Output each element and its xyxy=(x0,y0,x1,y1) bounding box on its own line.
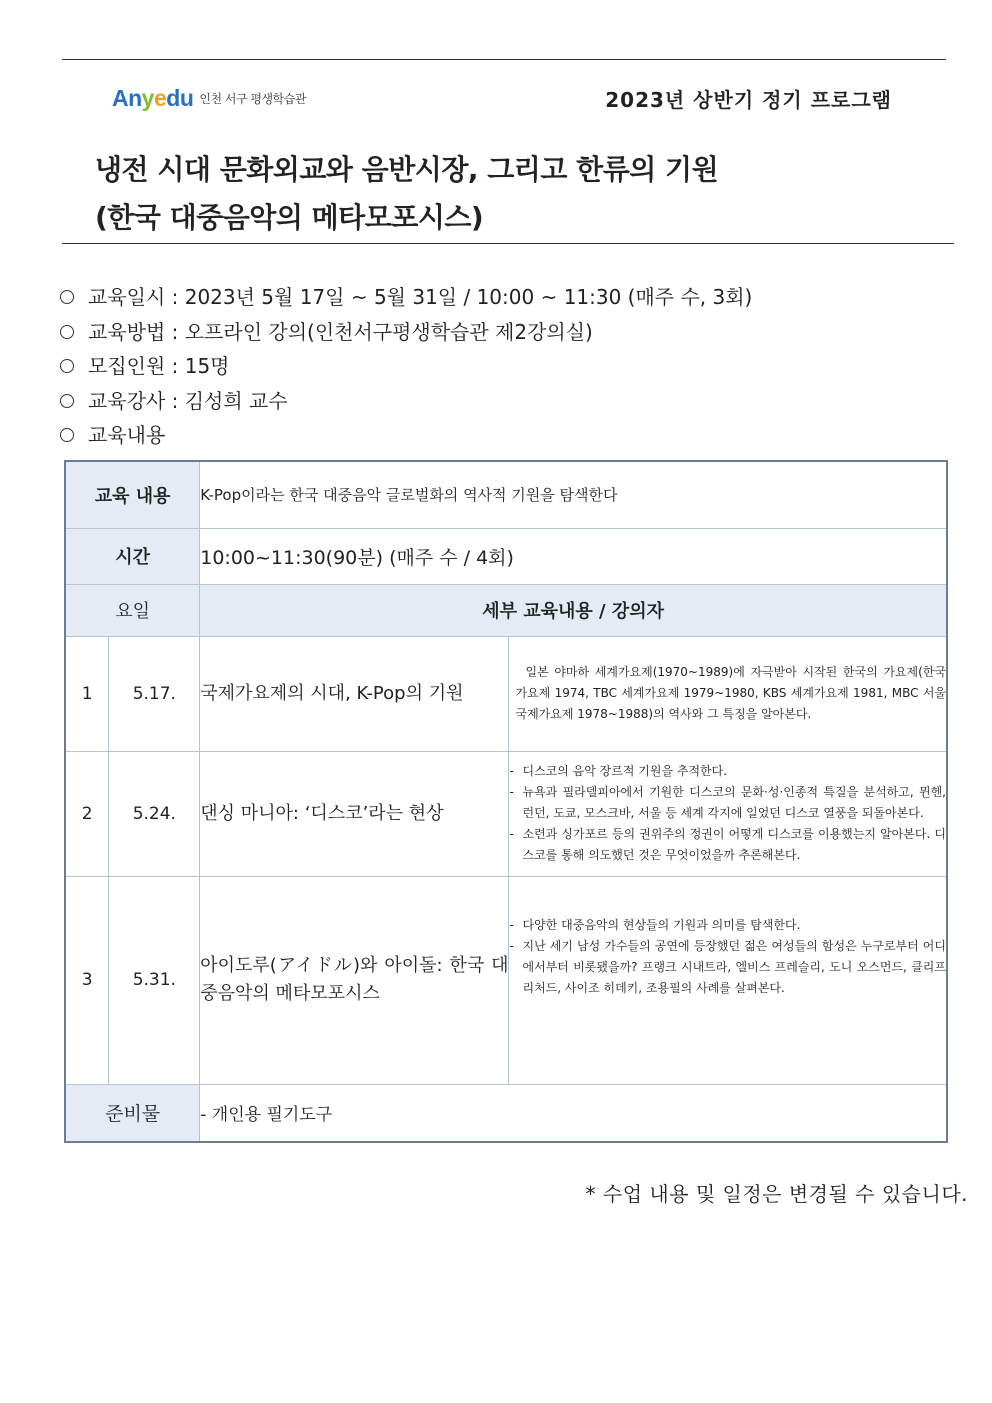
table-row xyxy=(65,584,947,636)
content-value: K-Pop이라는 한국 대중음악 글로벌화의 역사적 기원을 탐색한다 xyxy=(200,461,947,528)
info-list xyxy=(60,280,752,453)
circle-bullet-icon xyxy=(60,290,74,304)
info-item-schedule: 교육일시 : 2023년 5월 17일 ~ 5월 31일 / 10:00 ~ 11:30 (매주 수, 3회) xyxy=(60,280,752,315)
page-title xyxy=(95,146,718,242)
info-item-method: 교육방법 : 오프라인 강의(인천서구평생학습관 제2강의실) xyxy=(60,315,752,350)
list-item: - 뉴욕과 필라델피아에서 기원한 디스코의 문화·성·인종적 특질을 분석하고, 뮌헨, 런던, 도쿄, 모스크바, 서울 등 세계 각지에 일었던 디스코 열풍을 되돌아본다. xyxy=(509,785,946,820)
circle-bullet-icon xyxy=(60,394,74,408)
list-item: - 소련과 싱가포르 등의 권위주의 정권이 어떻게 디스코를 이용했는지 알아본다. 디스코를 통해 의도했던 것은 무엇이었을까 추론해본다. xyxy=(509,827,946,862)
day-header: 요일 xyxy=(65,584,200,636)
logo-wordmark: Anyedu xyxy=(112,84,194,111)
curriculum-table xyxy=(64,460,948,1143)
prep-label: 준비물 xyxy=(65,1084,200,1142)
circle-bullet-icon xyxy=(60,325,74,339)
top-rule xyxy=(62,59,946,60)
content-label: 교육 내용 xyxy=(65,461,200,528)
session-number: 1 xyxy=(65,636,109,751)
table-row xyxy=(65,1084,947,1142)
session-date: 5.17. xyxy=(109,636,200,751)
program-label: 2023년 상반기 정기 프로그램 xyxy=(605,88,892,112)
table-row xyxy=(65,876,947,1084)
list-item: - 지난 세기 남성 가수들의 공연에 등장했던 젊은 여성들의 함성은 누구로부터 어디에서부터 비롯됐을까? 프랭크 시내트라, 엘비스 프레슬리, 도니 오스먼드, 클리프 리처드, 사이조 히데키, 조용필의 사례를 살펴본다. xyxy=(509,938,946,995)
title-line-2: (한국 대중음악의 메타모포시스) xyxy=(95,201,484,234)
title-rule xyxy=(62,243,954,244)
session-topic: 댄싱 마니아: ‘디스코’라는 현상 xyxy=(200,751,509,876)
session-date: 5.31. xyxy=(109,876,200,1084)
table-row xyxy=(65,751,947,876)
session-description-text: 일본 야마하 세계가요제(1970~1989)에 자극받아 시작된 한국의 가요제(한국가요제 1974, TBC 세계가요제 1979~1980, KBS 세계가요제 1981, MBC 서울국제가요제 1978~1988)의 역사와 그 특징을 알아본다. xyxy=(515,665,946,721)
time-value: 10:00~11:30(90분) (매주 수 / 4회) xyxy=(200,528,947,584)
table-row xyxy=(65,528,947,584)
time-label: 시간 xyxy=(65,528,200,584)
table-row xyxy=(65,461,947,528)
info-item-capacity: 모집인원 : 15명 xyxy=(60,349,752,384)
logo-subtitle: 인천 서구 평생학습관 xyxy=(199,91,306,106)
circle-bullet-icon xyxy=(60,359,74,373)
session-number: 2 xyxy=(65,751,109,876)
circle-bullet-icon xyxy=(60,428,74,442)
session-description xyxy=(509,636,947,751)
session-topic: 국제가요제의 시대, K-Pop의 기원 xyxy=(200,636,509,751)
footnote: * 수업 내용 및 일정은 변경될 수 있습니다. xyxy=(585,1182,968,1206)
session-description xyxy=(509,876,947,1084)
session-description xyxy=(509,751,947,876)
list-item: - 다양한 대중음악의 현상들의 기원과 의미를 탐색한다. xyxy=(509,917,801,932)
session-topic: 아이도루(アイドル)와 아이돌: 한국 대중음악의 메타모포시스 xyxy=(200,876,509,1084)
prep-value: - 개인용 필기도구 xyxy=(200,1084,947,1142)
info-item-content: 교육내용 xyxy=(60,418,752,453)
detail-header: 세부 교육내용 / 강의자 xyxy=(200,584,947,636)
info-item-instructor: 교육강사 : 김성희 교수 xyxy=(60,384,752,419)
session-number: 3 xyxy=(65,876,109,1084)
logo xyxy=(112,76,306,120)
table-row xyxy=(65,636,947,751)
list-item: - 디스코의 음악 장르적 기원을 추적한다. xyxy=(509,764,728,778)
title-line-1: 냉전 시대 문화외교와 음반시장, 그리고 한류의 기원 xyxy=(95,153,719,186)
session-date: 5.24. xyxy=(109,751,200,876)
